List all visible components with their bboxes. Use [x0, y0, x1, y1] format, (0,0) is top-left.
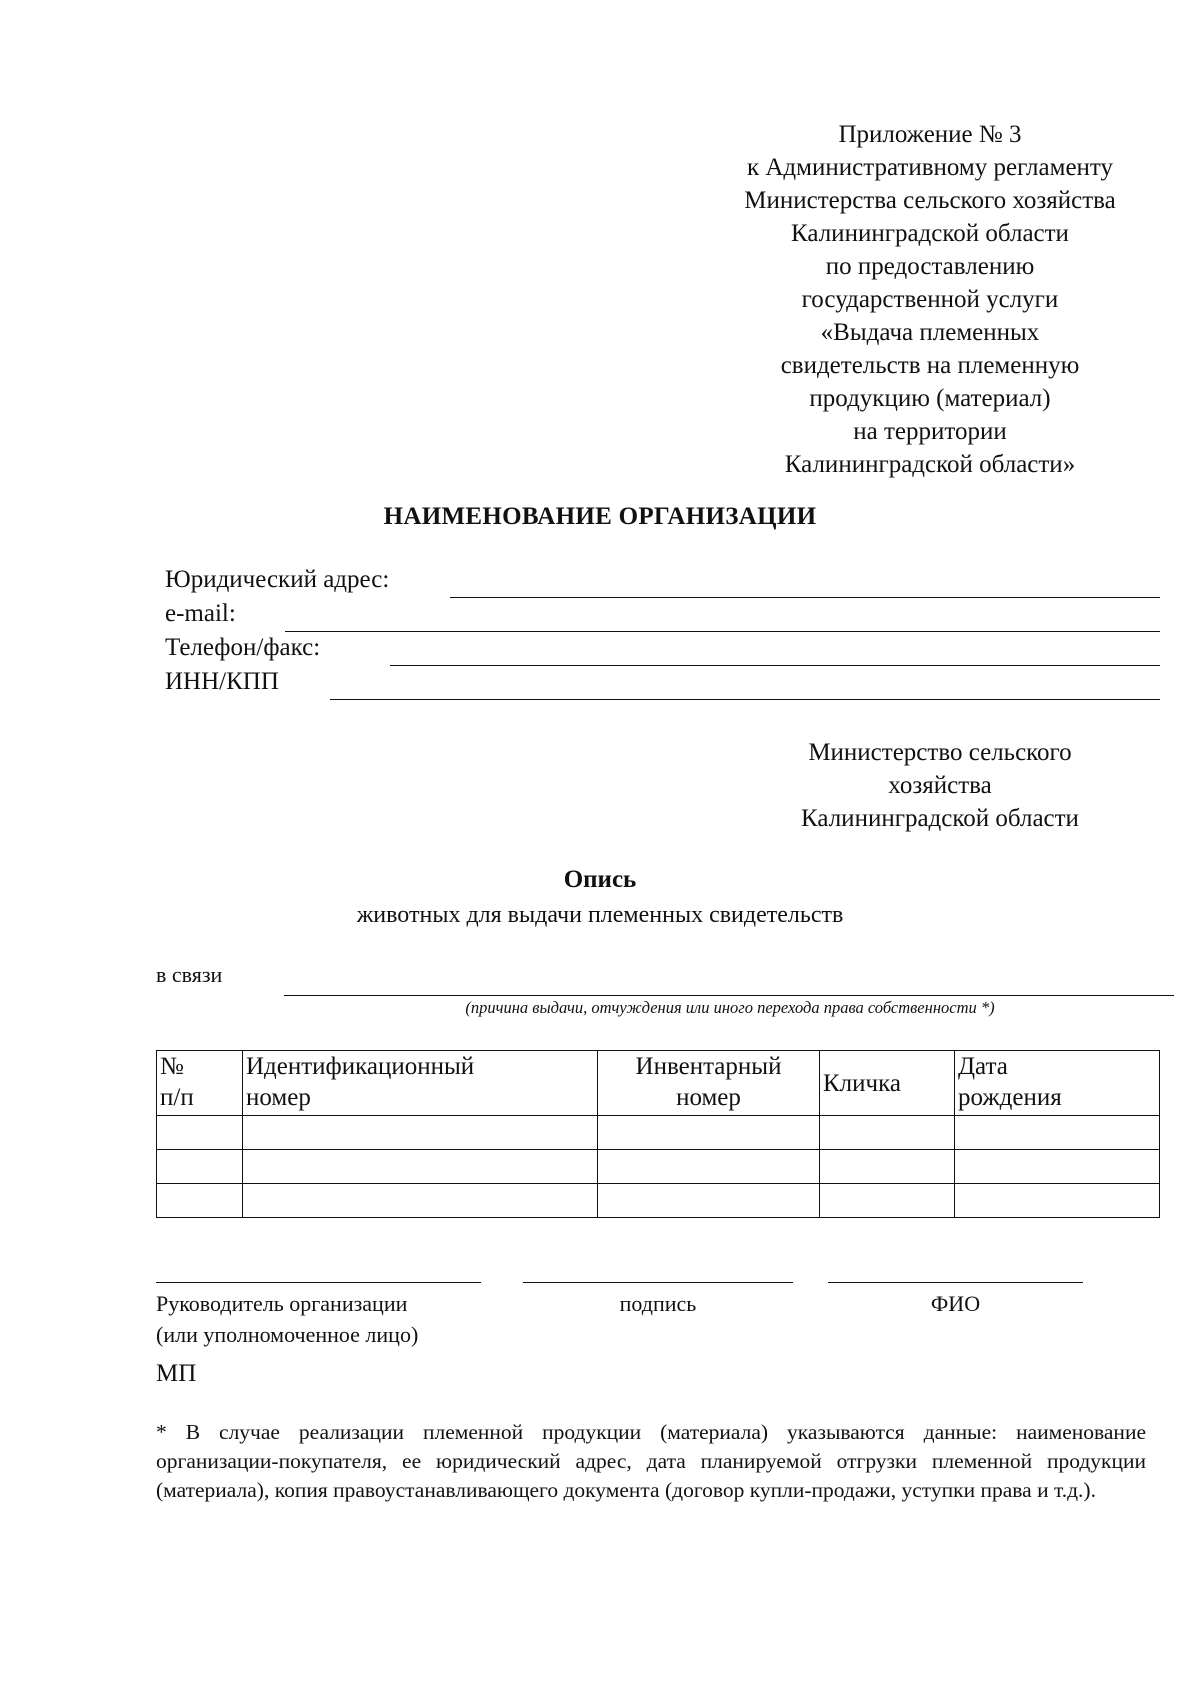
header-id-line1: Идентификационный	[246, 1053, 475, 1080]
table-cell[interactable]	[157, 1184, 243, 1218]
annex-line: к Административному регламенту	[746, 154, 1114, 181]
email-label: e-mail:	[165, 600, 236, 627]
header-name: Кличка	[820, 1051, 955, 1116]
inn-kpp-label: ИНН/КПП	[165, 668, 279, 695]
fio-label: ФИО	[930, 1291, 981, 1316]
head-signature-line[interactable]	[156, 1282, 481, 1283]
table-cell[interactable]	[820, 1184, 955, 1218]
annex-line: на территории	[853, 418, 1007, 445]
header-id-line2: номер	[246, 1084, 311, 1111]
annex-line: по предоставлению	[825, 253, 1035, 280]
footnote: * В случае реализации племенной продукции (материала) указываются данные: наименование организации-покупателя, ее юридический адрес, дата планируемой отгрузки племенной продукции (материала), копия правоустанавливающего документа (договор купли-продажи, уступки права и т.д.).	[156, 1420, 1146, 1502]
annex-line: Калининградской области»	[784, 451, 1076, 478]
stamp-place: МП	[156, 1360, 197, 1387]
inn-kpp-field[interactable]	[330, 699, 1160, 700]
head-label-line2: (или уполномоченное лицо)	[156, 1322, 419, 1347]
legal-address-label: Юридический адрес:	[165, 566, 390, 593]
signature-label: подпись	[619, 1291, 697, 1316]
header-number-line2: п/п	[160, 1084, 194, 1111]
reason-label: в связи	[156, 962, 223, 987]
table-cell[interactable]	[157, 1150, 243, 1184]
organization-title: НАИМЕНОВАНИЕ ОРГАНИЗАЦИИ	[383, 503, 817, 530]
table-cell[interactable]	[243, 1116, 598, 1150]
header-number-line1: №	[160, 1053, 184, 1080]
legal-address-field[interactable]	[450, 597, 1160, 598]
table-cell[interactable]	[598, 1184, 820, 1218]
table-cell[interactable]	[820, 1116, 955, 1150]
table-cell[interactable]	[955, 1150, 1160, 1184]
reason-hint: (причина выдачи, отчуждения или иного перехода права собственности *)	[465, 998, 995, 1017]
annex-line: свидетельств на племенную	[780, 352, 1080, 379]
table-cell[interactable]	[598, 1116, 820, 1150]
table-row	[157, 1184, 1160, 1218]
recipient-block	[720, 736, 1160, 835]
annex-line: Калининградской области	[791, 220, 1069, 247]
reason-field[interactable]	[284, 995, 1174, 996]
header-birth-date	[955, 1051, 1160, 1116]
inventory-table	[156, 1050, 1160, 1218]
head-label-line1: Руководитель организации	[156, 1291, 408, 1316]
header-dob-line1: Дата	[958, 1053, 1008, 1080]
table-cell[interactable]	[157, 1116, 243, 1150]
recipient-line: хозяйства	[888, 772, 992, 799]
header-number	[157, 1051, 243, 1116]
header-id-number	[243, 1051, 598, 1116]
inventory-title: Опись	[563, 866, 637, 893]
header-dob-line2: рождения	[958, 1084, 1062, 1111]
annex-line: государственной услуги	[801, 286, 1059, 313]
phone-fax-label: Телефон/факс:	[165, 634, 321, 661]
table-header-row	[157, 1051, 1160, 1116]
header-inv-line2: номер	[676, 1084, 741, 1111]
annex-line: продукцию (материал)	[809, 385, 1051, 412]
header-inv-line1: Инвентарный	[635, 1053, 782, 1080]
table-cell[interactable]	[955, 1116, 1160, 1150]
recipient-line: Калининградской области	[801, 805, 1079, 832]
annex-line: Приложение № 3	[838, 121, 1022, 148]
table-row	[157, 1150, 1160, 1184]
table-row	[157, 1116, 1160, 1150]
inventory-subtitle: животных для выдачи племенных свидетельств	[356, 902, 844, 928]
annex-line: «Выдача племенных	[820, 319, 1040, 346]
signature-line[interactable]	[523, 1282, 793, 1283]
table-cell[interactable]	[243, 1150, 598, 1184]
recipient-line: Министерство сельского	[808, 739, 1072, 766]
annex-line: Министерства сельского хозяйства	[744, 187, 1116, 214]
email-field[interactable]	[285, 631, 1160, 632]
annex-header	[680, 118, 1180, 481]
table-cell[interactable]	[820, 1150, 955, 1184]
table-cell[interactable]	[955, 1184, 1160, 1218]
header-inventory-number	[598, 1051, 820, 1116]
table-cell[interactable]	[243, 1184, 598, 1218]
phone-fax-field[interactable]	[390, 665, 1160, 666]
table-cell[interactable]	[598, 1150, 820, 1184]
fio-line[interactable]	[828, 1282, 1083, 1283]
